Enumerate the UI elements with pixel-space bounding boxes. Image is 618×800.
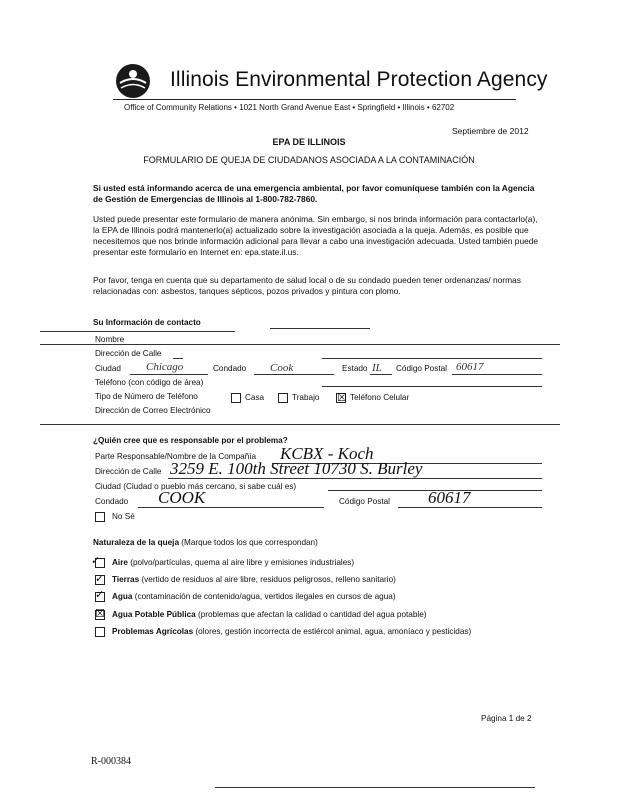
contact-phone-field[interactable]: [322, 386, 542, 387]
contact-county-value: Cook: [270, 362, 294, 374]
responsible-street-value: 3259 E. 100th Street 10730 S. Burley: [170, 459, 423, 478]
form-title: EPA DE ILLINOIS: [272, 137, 346, 147]
scan-line: [270, 328, 370, 329]
phone-type-label: Tipo de Número de Teléfono: [95, 392, 198, 401]
nature-drinking-water-label: Agua Potable Pública: [112, 610, 196, 619]
contact-city-value: Chicago: [146, 361, 184, 373]
air-check-mark-icon: ✓: [91, 555, 101, 567]
responsible-county-field[interactable]: [138, 507, 324, 508]
phone-type-cell-label: Teléfono Celular: [350, 393, 410, 402]
contact-zip-value: 60617: [456, 361, 484, 373]
scan-line: [215, 787, 535, 788]
page-number: Página 1 de 2: [481, 714, 532, 723]
contact-city-field[interactable]: [130, 374, 208, 375]
nature-water-label: Agua: [112, 592, 133, 601]
nature-land-desc: (vertido de residuos al aire libre, residuos peligrosos, relleno sanitario): [141, 575, 396, 584]
form-subtitle: FORMULARIO DE QUEJA DE CIUDADANOS ASOCIADA A LA CONTAMINACIÓN: [143, 155, 475, 165]
anonymous-note: Usted puede presentar este formulario de manera anónima. Sin embargo, si nos brinda información para contactarlo(a), la EPA de Illinois podrá mantenerlo(a) actualizado sobre la investigación asociada a la queja. Además, es posible que necesitemos que nos brinde información adicional para llevar a cabo una investigación adecuada. Usted también puede presentar este formulario en Internet en: epa.state.il.us.: [93, 214, 539, 257]
cell-check-mark-icon: ☒: [337, 392, 347, 404]
contact-name-field[interactable]: [40, 344, 560, 345]
responsible-zip-label: Código Postal: [339, 497, 390, 506]
scan-line: [40, 331, 235, 332]
contact-street-label: Dirección de Calle: [95, 349, 162, 358]
nature-drinking-water-desc: (problemas que afectan la calidad o cantidad del agua potable): [198, 610, 427, 619]
contact-county-label: Condado: [213, 364, 247, 373]
company-value: KCBX - Koch: [280, 444, 374, 463]
nature-title: Naturaleza de la queja: [93, 538, 180, 547]
responsible-city-label: Ciudad (Ciudad o pueblo más cercano, si sabe cuál es): [95, 482, 297, 491]
bates-number: R-000384: [91, 756, 131, 767]
responsible-zip-value: 60617: [428, 488, 471, 507]
local-note: Por favor, tenga en cuenta que su departamento de salud local o de su condado pueden tener ordenanzas/ normas relacionadas con: asbestos, tanques sépticos, pozos privados y pintura con plomo.: [93, 275, 521, 296]
phone-type-work-label: Trabajo: [292, 393, 320, 402]
header-rule: [113, 99, 516, 100]
responsible-zip-field[interactable]: [398, 507, 542, 508]
company-label: Parte Responsable/Nombre de la Compañía: [95, 452, 257, 461]
phone-type-home-checkbox[interactable]: [231, 393, 241, 403]
nature-agricultural-label: Problemas Agrícolas: [112, 627, 194, 636]
contact-email-label: Dirección de Correo Electrónico: [95, 406, 211, 415]
contact-city-label: Ciudad: [95, 364, 121, 373]
responsible-street-field[interactable]: [168, 478, 542, 479]
nature-instruction: (Marque todos los que correspondan): [181, 538, 318, 547]
contact-street-field[interactable]: [173, 358, 183, 359]
epa-logo-icon: [115, 63, 151, 99]
emergency-note: Si usted está informando acerca de una emergencia ambiental, por favor comuníquese también con la Agencia de Gestión de Emergencias de Illinois al 1-800-782-7860.: [93, 183, 535, 204]
agency-address: Office of Community Relations • 1021 North Grand Avenue East • Springfield • Illinois • 62702: [124, 103, 455, 112]
contact-state-field[interactable]: [370, 374, 392, 375]
drinking-water-check-mark-icon: ☒: [95, 608, 105, 620]
contact-county-field[interactable]: [254, 374, 334, 375]
phone-type-home-label: Casa: [245, 393, 265, 402]
land-check-mark-icon: ✓: [95, 573, 105, 585]
water-check-mark-icon: ✓: [95, 589, 105, 601]
dont-know-checkbox[interactable]: [95, 512, 105, 522]
contact-email-field[interactable]: [40, 424, 560, 425]
nature-agricultural-checkbox[interactable]: [95, 627, 105, 637]
responsible-question: ¿Quién cree que es responsable por el problema?: [93, 436, 288, 445]
nature-air-desc: (polvo/partículas, quema al aire libre y emisiones industriales): [130, 558, 355, 567]
responsible-county-label: Condado: [95, 497, 129, 506]
nature-land-label: Tierras: [112, 575, 140, 584]
responsible-county-value: COOK: [158, 488, 206, 507]
responsible-street-label: Dirección de Calle: [95, 467, 162, 476]
scan-line: [322, 358, 542, 359]
dont-know-label: No Sé: [112, 512, 135, 521]
agency-name: Illinois Environmental Protection Agency: [170, 68, 548, 91]
contact-state-label: Estado: [342, 364, 368, 373]
contact-name-label: Nombre: [95, 335, 125, 344]
nature-water-desc: (contaminación de contenido/agua, vertidos ilegales en cursos de agua): [134, 592, 396, 601]
contact-phone-label: Teléfono (con código de área): [95, 378, 204, 387]
contact-state-value: IL: [372, 362, 382, 374]
form-date: Septiembre de 2012: [452, 126, 529, 136]
nature-agricultural-desc: (olores, gestión incorrecta de estiércol animal, agua, amoníaco y pesticidas): [195, 627, 472, 636]
phone-type-work-checkbox[interactable]: [278, 393, 288, 403]
contact-zip-field[interactable]: [452, 374, 542, 375]
nature-air-label: Aire: [112, 558, 128, 567]
contact-zip-label: Código Postal: [396, 364, 447, 373]
contact-section-title: Su Información de contacto: [93, 318, 201, 327]
